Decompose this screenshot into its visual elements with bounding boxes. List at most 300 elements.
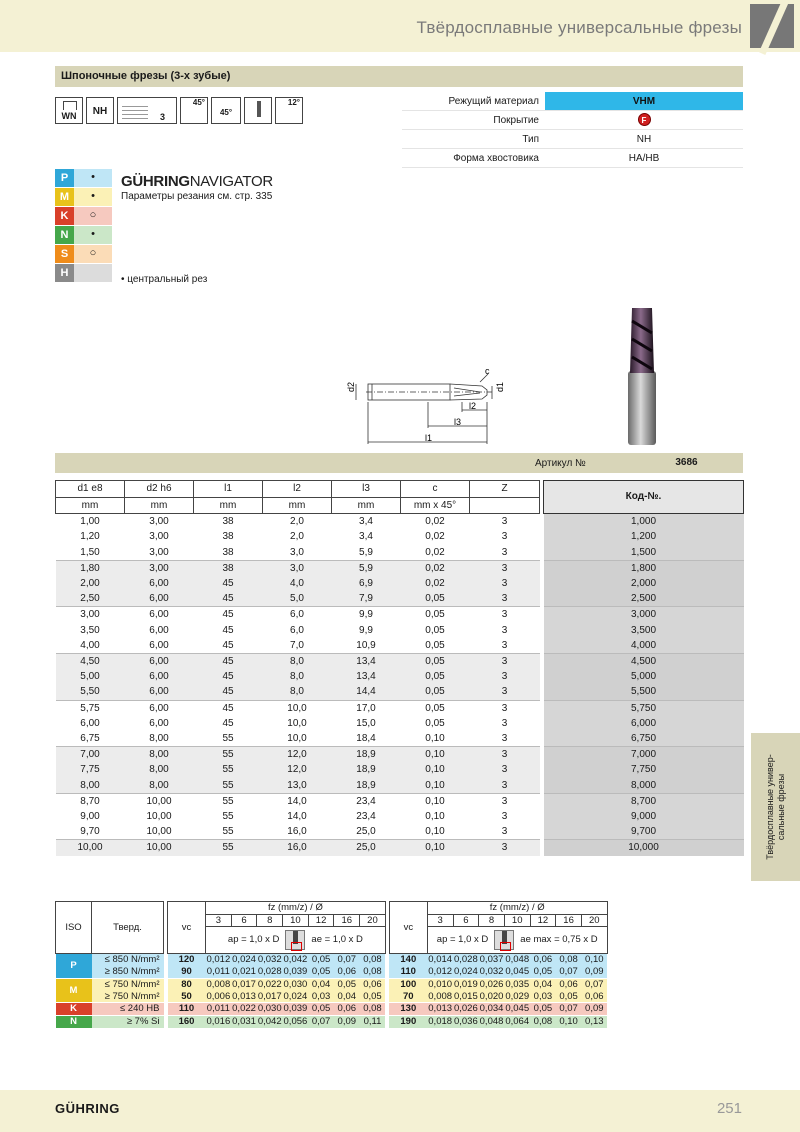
table-row: [56, 793, 744, 809]
table-cell: 3: [470, 809, 540, 824]
iso-row: [55, 264, 112, 283]
table-cell: 3: [470, 654, 540, 670]
iso-suitability: •: [74, 169, 112, 187]
property-label: Тип: [522, 134, 539, 145]
chamfer-icon: 45°: [211, 97, 241, 124]
table-cell: 55: [194, 793, 263, 809]
table-cell: 7,9: [332, 591, 401, 607]
table-cell: 0,10: [401, 824, 470, 840]
fz-cell: 0,022: [232, 1003, 256, 1015]
fz-cell: 0,011: [206, 1003, 230, 1015]
table-cell: 9,9: [332, 623, 401, 638]
table-cell: 5,9: [332, 560, 401, 576]
col-header: c: [401, 481, 470, 498]
table-cell: 3,00: [125, 514, 194, 530]
col-header: d1 e8: [56, 481, 125, 498]
unit-cell: mm: [56, 498, 125, 514]
fz-cell: 0,026: [453, 1003, 478, 1015]
table-cell: 1,20: [56, 529, 125, 544]
vc-header: vc: [168, 902, 206, 954]
fz-cell: 0,07: [581, 978, 607, 990]
fz-cell: 0,07: [334, 954, 360, 966]
iso-letter: P: [55, 169, 74, 187]
table-cell: 55: [194, 778, 263, 794]
code-cell: 4,500: [544, 654, 744, 670]
fz-cell: 0,020: [479, 990, 504, 1002]
code-cell: 4,000: [544, 638, 744, 654]
vc-cell: 110: [389, 966, 427, 978]
table-cell: 3: [470, 716, 540, 731]
code-cell: 9,000: [544, 809, 744, 824]
flute-count-icon: [117, 97, 177, 124]
table-cell: 3,0: [263, 545, 332, 561]
diameter-cell: 12: [308, 914, 334, 927]
fz-cell: 0,04: [308, 978, 334, 990]
unit-cell: [470, 498, 540, 514]
table-cell: 0,02: [401, 560, 470, 576]
table-row: [56, 809, 744, 824]
table-cell: 2,0: [263, 514, 332, 530]
table-cell: 6,00: [125, 716, 194, 731]
fz-cell: 0,08: [360, 966, 386, 978]
cutting-params-note: Параметры резания см. стр. 335: [121, 191, 273, 202]
code-cell: 1,000: [544, 514, 744, 530]
fz-cell: 0,05: [308, 966, 334, 978]
property-row: [402, 92, 743, 111]
property-value: VHM: [545, 92, 743, 110]
navigator-logo: [121, 173, 273, 190]
table-cell: 14,0: [263, 793, 332, 809]
table-cell: 3: [470, 638, 540, 654]
table-row: [56, 684, 744, 700]
table-cell: 0,02: [401, 545, 470, 561]
fz-cell: 0,08: [556, 954, 582, 966]
table-cell: 2,0: [263, 529, 332, 544]
fz-cell: 0,06: [360, 978, 386, 990]
table-cell: 3: [470, 762, 540, 777]
table-cell: 6,00: [125, 607, 194, 623]
table-row: [56, 700, 744, 716]
iso-letter: K: [55, 207, 74, 225]
side-tab-label: Твёрдосплавные универ-сальные фрезы: [764, 754, 786, 860]
fz-cell: 0,030: [283, 978, 308, 990]
table-cell: 55: [194, 824, 263, 840]
fz-cell: 0,064: [505, 1015, 530, 1027]
code-cell: 8,700: [544, 793, 744, 809]
table-cell: 45: [194, 623, 263, 638]
table-cell: 2,50: [56, 591, 125, 607]
diameter-cell: 8: [479, 914, 505, 927]
iso-row: [55, 188, 112, 207]
fz-cell: 0,018: [428, 1015, 453, 1027]
table-cell: 0,10: [401, 809, 470, 824]
property-row: [402, 149, 743, 168]
table-cell: 16,0: [263, 840, 332, 856]
col-header: Z: [470, 481, 540, 498]
vc-header: vc: [389, 902, 427, 954]
clearance-angle-icon: 12°: [275, 97, 303, 124]
col-header: l2: [263, 481, 332, 498]
fz-cell: 0,017: [232, 978, 256, 990]
table-cell: 10,00: [125, 824, 194, 840]
fz-cell: 0,08: [360, 954, 386, 966]
vc-cell: 160: [168, 1015, 206, 1027]
table-cell: 3: [470, 793, 540, 809]
table-cell: 45: [194, 607, 263, 623]
fz-cell: 0,06: [530, 954, 556, 966]
vc-cell: 120: [168, 954, 206, 966]
table-cell: 6,00: [125, 591, 194, 607]
property-label: Форма хвостовика: [453, 153, 539, 164]
table-cell: 0,10: [401, 762, 470, 777]
table-cell: 23,4: [332, 793, 401, 809]
code-cell: 6,750: [544, 731, 744, 747]
code-cell: 7,750: [544, 762, 744, 777]
table-cell: 0,02: [401, 576, 470, 591]
fz-cell: 0,06: [334, 966, 360, 978]
table-cell: 6,00: [125, 684, 194, 700]
fz-cell: 0,037: [479, 954, 504, 966]
fz-cell: 0,024: [232, 954, 256, 966]
diameter-cell: 8: [257, 914, 283, 927]
iso-suitability: ○: [74, 207, 112, 225]
footer-logo: GÜHRING: [55, 1101, 120, 1116]
fz-cell: 0,03: [530, 991, 556, 1003]
fz-cell: 0,039: [283, 966, 308, 978]
fz-cell: 0,008: [428, 990, 453, 1002]
fz-cell: 0,09: [581, 966, 607, 978]
hardness-cell: ≥ 750 N/mm²: [92, 991, 164, 1003]
navigator-brand-light: NAVIGATOR: [189, 173, 273, 190]
table-row: [56, 545, 744, 561]
property-label: Режущий материал: [448, 96, 539, 107]
slot-milling-icon: [494, 930, 514, 950]
iso-letter: M: [55, 188, 74, 206]
table-cell: 45: [194, 591, 263, 607]
table-cell: 13,4: [332, 654, 401, 670]
table-cell: 5,9: [332, 545, 401, 561]
table-cell: 3: [470, 591, 540, 607]
label-l1: l1: [425, 433, 433, 443]
table-row: [56, 529, 744, 544]
label-l2: l2: [469, 401, 477, 411]
table-cell: 15,0: [332, 716, 401, 731]
table-cell: 8,00: [56, 778, 125, 794]
cut-data-row: [56, 978, 608, 990]
table-cell: 6,00: [125, 669, 194, 684]
engagement-cell: [427, 927, 607, 954]
cut-header-row: [56, 902, 608, 915]
hardness-cell: ≤ 850 N/mm²: [92, 954, 164, 966]
fz-cell: 0,012: [428, 966, 453, 978]
table-cell: 16,0: [263, 824, 332, 840]
side-tab: [751, 733, 800, 881]
fz-cell: 0,028: [453, 954, 478, 966]
table-cell: 8,00: [125, 762, 194, 777]
diameter-cell: 10: [283, 914, 309, 927]
fz-cell: 0,014: [428, 954, 453, 966]
table-cell: 0,10: [401, 747, 470, 763]
table-cell: 8,00: [125, 747, 194, 763]
engagement-cell: [206, 927, 386, 954]
article-label: Артикул №: [535, 458, 586, 469]
hardness-cell: ≤ 750 N/mm²: [92, 978, 164, 990]
fz-cell: 0,06: [556, 978, 582, 990]
iso-group-cell: P: [56, 954, 92, 978]
table-cell: 14,4: [332, 684, 401, 700]
cut-data-row: [56, 1015, 608, 1027]
fz-cell: 0,05: [556, 991, 582, 1003]
table-row: [56, 560, 744, 576]
vc-cell: 140: [389, 954, 427, 966]
iso-row: [55, 226, 112, 245]
table-cell: 8,0: [263, 669, 332, 684]
table-cell: 10,9: [332, 638, 401, 654]
fz-cell: 0,034: [479, 1003, 504, 1015]
table-cell: 0,05: [401, 716, 470, 731]
table-cell: 0,05: [401, 684, 470, 700]
table-cell: 6,75: [56, 731, 125, 747]
table-cell: 1,50: [56, 545, 125, 561]
code-cell: 5,750: [544, 700, 744, 716]
fz-cell: 0,024: [453, 966, 478, 978]
table-cell: 10,0: [263, 700, 332, 716]
fz-cell: 0,028: [257, 966, 282, 978]
table-row: [56, 607, 744, 623]
fz-cell: 0,039: [283, 1003, 308, 1015]
iso-suitability: [74, 264, 112, 282]
hardness-cell: ≥ 850 N/mm²: [92, 966, 164, 978]
diameter-cell: 10: [504, 914, 530, 927]
fz-cell: 0,022: [257, 978, 282, 990]
table-cell: 4,00: [56, 638, 125, 654]
page-footer: [0, 1090, 800, 1132]
fz-cell: 0,05: [530, 1003, 556, 1016]
table-cell: 9,9: [332, 607, 401, 623]
fz-cell: 0,05: [530, 966, 556, 978]
col-header: l3: [332, 481, 401, 498]
table-cell: 1,00: [56, 514, 125, 530]
iso-group-cell: K: [56, 1003, 92, 1016]
table-cell: 3: [470, 623, 540, 638]
table-cell: 18,9: [332, 747, 401, 763]
table-cell: 3: [470, 529, 540, 544]
code-cell: 9,700: [544, 824, 744, 840]
table-row: [56, 731, 744, 747]
cut-data-row: [56, 966, 608, 978]
table-cell: 6,00: [125, 623, 194, 638]
fz-cell: 0,05: [360, 991, 386, 1003]
fz-cell: 0,035: [505, 978, 530, 990]
table-cell: 3: [470, 684, 540, 700]
fz-cell: 0,010: [428, 978, 453, 990]
iso-header: ISO: [56, 902, 92, 954]
code-cell: 3,000: [544, 607, 744, 623]
table-cell: 45: [194, 700, 263, 716]
coating-badge: F: [638, 113, 651, 126]
fz-cell: 0,036: [453, 1015, 478, 1027]
table-cell: 9,70: [56, 824, 125, 840]
table-cell: 8,00: [125, 778, 194, 794]
table-cell: 6,00: [125, 700, 194, 716]
code-header: Код-№.: [544, 481, 744, 514]
fz-cell: 0,11: [360, 1015, 386, 1027]
table-cell: 5,75: [56, 700, 125, 716]
table-cell: 8,0: [263, 654, 332, 670]
fz-title: fz (mm/z) / Ø: [206, 902, 386, 915]
table-cell: 6,9: [332, 576, 401, 591]
end-mill-image: [624, 303, 660, 448]
table-cell: 0,10: [401, 793, 470, 809]
table-cell: 12,0: [263, 762, 332, 777]
table-cell: 25,0: [332, 824, 401, 840]
table-cell: 10,00: [125, 840, 194, 856]
table-cell: 10,0: [263, 716, 332, 731]
unit-cell: mm: [194, 498, 263, 514]
table-cell: 4,50: [56, 654, 125, 670]
fz-cell: 0,07: [556, 1003, 582, 1016]
table-cell: 3,0: [263, 560, 332, 576]
code-cell: 1,500: [544, 545, 744, 561]
fz-cell: 0,024: [283, 990, 308, 1002]
table-cell: 55: [194, 762, 263, 777]
ae-label: ae max = 0,75 x D: [520, 934, 598, 946]
table-cell: 18,9: [332, 762, 401, 777]
table-cell: 3: [470, 824, 540, 840]
fz-cell: 0,032: [479, 966, 504, 978]
table-cell: 2,00: [56, 576, 125, 591]
nh-icon: NH: [86, 97, 114, 124]
fz-cell: 0,07: [556, 966, 582, 978]
unit-cell: mm: [263, 498, 332, 514]
table-cell: 3: [470, 576, 540, 591]
fz-cell: 0,016: [206, 1015, 231, 1027]
hardness-header: Тверд.: [92, 902, 164, 954]
table-cell: 45: [194, 654, 263, 670]
iso-row: [55, 245, 112, 264]
table-cell: 7,0: [263, 638, 332, 654]
center-cut-note: • центральный рез: [121, 274, 208, 285]
table-cell: 45: [194, 576, 263, 591]
fz-cell: 0,06: [334, 1003, 360, 1016]
code-cell: 5,000: [544, 669, 744, 684]
table-cell: 6,0: [263, 623, 332, 638]
label-l3: l3: [454, 417, 462, 427]
table-cell: 6,00: [125, 638, 194, 654]
vc-cell: 100: [389, 978, 427, 990]
properties-table: [402, 92, 743, 168]
vc-cell: 130: [389, 1003, 427, 1016]
fz-cell: 0,05: [308, 1003, 334, 1016]
cutting-data-table: [55, 901, 608, 1028]
iso-group-cell: N: [56, 1015, 92, 1027]
table-cell: 8,0: [263, 684, 332, 700]
table-row: [56, 623, 744, 638]
fz-cell: 0,026: [479, 978, 504, 990]
table-cell: 18,4: [332, 731, 401, 747]
table-cell: 38: [194, 560, 263, 576]
table-cell: 8,70: [56, 793, 125, 809]
table-cell: 6,00: [125, 576, 194, 591]
fz-cell: 0,05: [334, 978, 360, 990]
table-cell: 5,50: [56, 684, 125, 700]
vc-cell: 70: [389, 991, 427, 1003]
section-bar: [55, 66, 743, 87]
table-cell: 3: [470, 545, 540, 561]
table-cell: 0,02: [401, 529, 470, 544]
table-cell: 12,0: [263, 747, 332, 763]
table-cell: 1,80: [56, 560, 125, 576]
table-cell: 0,05: [401, 591, 470, 607]
table-cell: 18,9: [332, 778, 401, 794]
table-cell: 0,02: [401, 514, 470, 530]
table-cell: 17,0: [332, 700, 401, 716]
table-cell: 55: [194, 731, 263, 747]
table-cell: 3,4: [332, 514, 401, 530]
iso-letter: S: [55, 245, 74, 263]
table-cell: 10,0: [263, 731, 332, 747]
table-cell: 10,00: [56, 840, 125, 856]
table-row: [56, 840, 744, 856]
fz-cell: 0,03: [308, 991, 334, 1003]
unit-cell: mm: [332, 498, 401, 514]
fz-cell: 0,030: [257, 1003, 282, 1015]
table-row: [56, 747, 744, 763]
table-row: [56, 591, 744, 607]
table-cell: 0,10: [401, 840, 470, 856]
table-cell: 3: [470, 840, 540, 856]
table-row: [56, 716, 744, 731]
cut-data-row: [56, 954, 608, 966]
table-cell: 0,10: [401, 731, 470, 747]
diameter-cell: 3: [427, 914, 453, 927]
table-cell: 6,00: [56, 716, 125, 731]
vc-cell: 50: [168, 991, 206, 1003]
code-cell: 6,000: [544, 716, 744, 731]
iso-letter: H: [55, 264, 74, 282]
table-cell: 3,50: [56, 623, 125, 638]
table-cell: 38: [194, 545, 263, 561]
table-row: [56, 638, 744, 654]
table-cell: 0,05: [401, 654, 470, 670]
table-cell: 3: [470, 669, 540, 684]
table-cell: 23,4: [332, 809, 401, 824]
fz-title: fz (mm/z) / Ø: [427, 902, 607, 915]
label-d1: d1: [495, 381, 505, 392]
table-cell: 10,00: [125, 793, 194, 809]
code-cell: 1,800: [544, 560, 744, 576]
fz-cell: 0,021: [232, 966, 256, 978]
iso-suitability: ○: [74, 245, 112, 263]
table-cell: 6,0: [263, 607, 332, 623]
fz-cell: 0,032: [257, 954, 282, 966]
iso-suitability: •: [74, 226, 112, 244]
table-cell: 3: [470, 514, 540, 530]
tool-drawing: [342, 362, 507, 452]
ae-label: ae = 1,0 x D: [311, 934, 363, 946]
diameter-cell: 6: [231, 914, 257, 927]
table-cell: 3,00: [125, 545, 194, 561]
fz-cell: 0,013: [428, 1003, 453, 1015]
property-value: NH: [636, 134, 652, 145]
fz-cell: 0,048: [505, 954, 530, 966]
table-cell: 3,4: [332, 529, 401, 544]
fz-cell: 0,013: [232, 990, 256, 1002]
brand-logo-icon: [750, 4, 794, 48]
iso-material-list: [55, 169, 112, 283]
table-cell: 7,00: [56, 747, 125, 763]
spacer: [540, 498, 544, 514]
